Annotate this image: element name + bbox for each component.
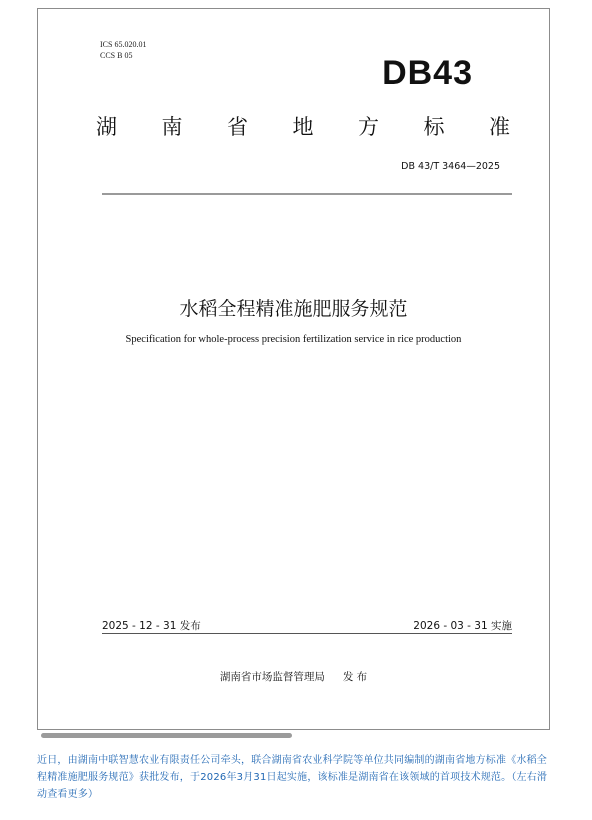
heading-char: 准 <box>489 115 510 139</box>
heading-char: 标 <box>423 115 445 139</box>
scrollbar-thumb[interactable] <box>41 733 292 738</box>
article-caption: 近日，由湖南中联智慧农业有限责任公司牵头，联合湖南省农业科学院等单位共同编制的湖南省地方标准《水稻全程精准施肥服务规范》获批发布，于2026年3月31日起实施，该标准是湖南省在该领域的首项技术规范。（左右滑动查看更多） <box>37 755 548 800</box>
classification-codes <box>100 39 146 61</box>
province-standard-heading <box>96 111 510 141</box>
publisher-name: 湖南省市场监督管理局 <box>219 671 325 683</box>
publisher-action: 发 布 <box>342 671 368 683</box>
ics-code: ICS 65.020.01 <box>100 40 147 49</box>
standard-cover-image <box>37 8 550 730</box>
implementation-date: 2026 - 03 - 31 实施 <box>413 620 512 632</box>
header-divider <box>102 193 512 195</box>
heading-char: 南 <box>161 115 183 139</box>
document-title-en: Specification for whole-process precision fertilization service in rice production <box>125 334 462 345</box>
issue-date: 2025 - 12 - 31 发布 <box>102 620 201 632</box>
db-logo-mark: DB43 <box>382 54 473 92</box>
document-title-cn: 水稻全程精准施肥服务规范 <box>179 298 408 320</box>
footer-divider <box>102 633 512 634</box>
horizontal-scrollbar[interactable] <box>37 733 550 739</box>
heading-char: 湖 <box>96 115 117 139</box>
standard-number: DB 43/T 3464—2025 <box>401 161 500 172</box>
heading-char: 方 <box>358 115 379 139</box>
heading-char: 地 <box>292 115 314 139</box>
heading-char: 省 <box>227 115 248 139</box>
ccs-code: CCS B 05 <box>100 51 133 60</box>
publisher-line <box>38 669 549 684</box>
